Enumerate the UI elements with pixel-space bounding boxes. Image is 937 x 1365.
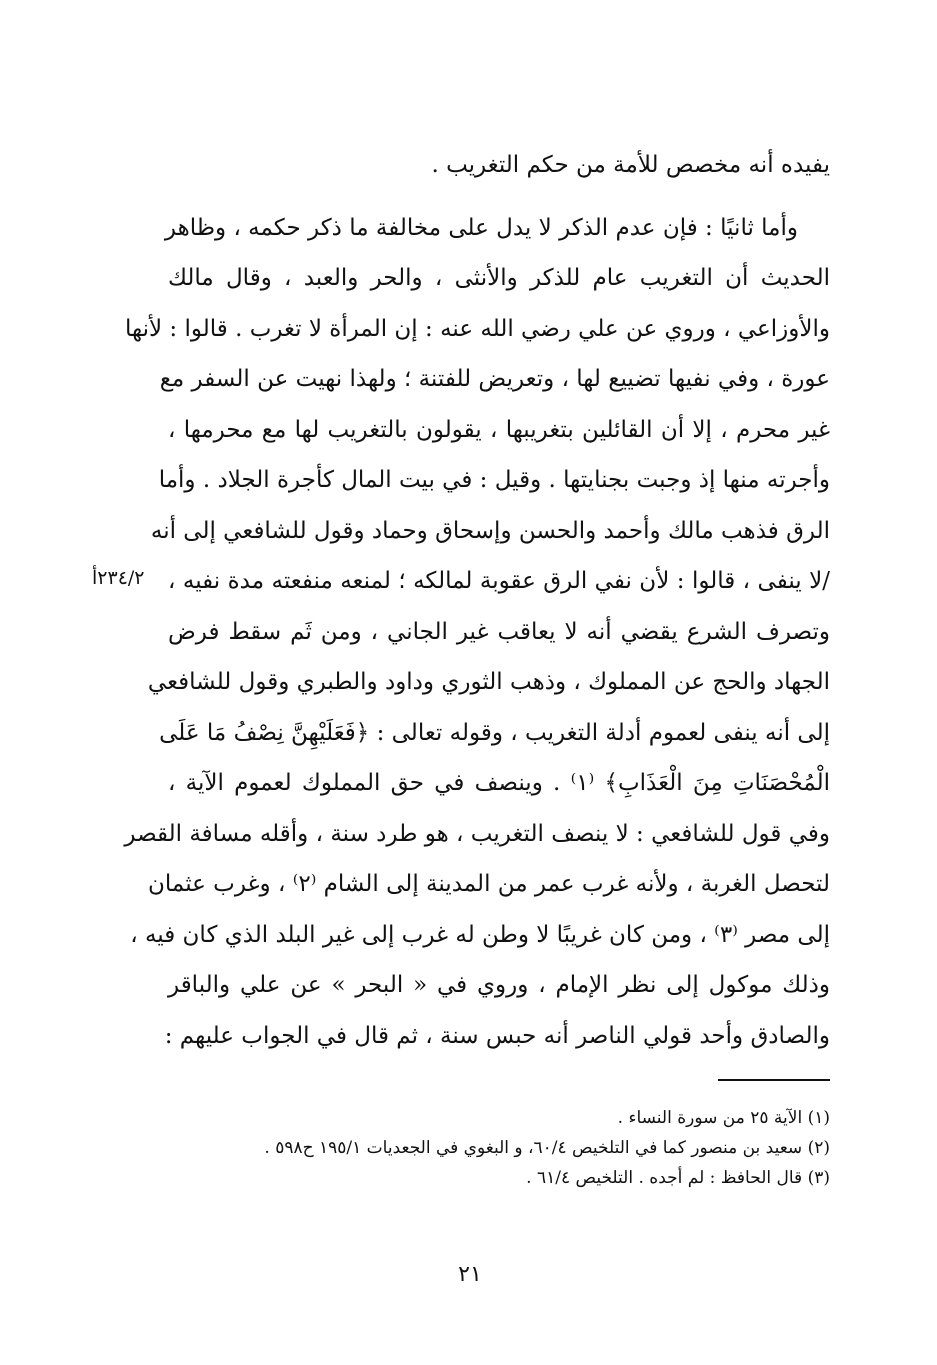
text-line: وذلك موكول إلى نظر الإمام ، وروي في « البحر » عن علي والباقر	[168, 972, 830, 998]
text-line: وأما ثانيًا : فإن عدم الذكر لا يدل على مخالفة ما ذكر حكمه ، وظاهر	[164, 214, 798, 241]
footnote-3: (٣) قال الحافظ : لم أجده . التلخيص ٦١/٤ .	[526, 1168, 830, 1188]
text-line: الْمُحْصَنَاتِ مِنَ الْعَذَابِ﴾ ⁽١⁾ . وينصف في حق المملوك لعموم الآية ،	[168, 770, 830, 796]
text-line: الجهاد والحج عن المملوك ، وذهب الثوري وداود والطبري وقول للشافعي	[147, 669, 830, 695]
text-line: عورة ، وفي نفيها تضييع لها ، وتعريض للفتنة ؛ ولهذا نهيت عن السفر مع	[159, 366, 830, 392]
footnote-divider	[718, 1079, 830, 1081]
text-line: والصادق وأحد قولي الناصر أنه حبس سنة ، ثم قال في الجواب عليهم :	[164, 1022, 830, 1049]
text-line: إلى أنه ينفى لعموم أدلة التغريب ، وقوله تعالى : ﴿فَعَلَيْهِنَّ نِصْفُ مَا عَلَى	[159, 719, 830, 746]
footnote-1: (١) الآية ٢٥ من سورة النساء .	[617, 1108, 830, 1128]
text-line: وأجرته منها إذ وجبت بجنايتها . وقيل : في بيت المال كأجرة الجلاد . وأما	[158, 467, 830, 493]
text-line: غير محرم ، إلا أن القائلين بتغريبها ، يقولون بالتغريب لها مع محرمها ،	[168, 416, 830, 443]
text-line: يفيده أنه مخصص للأمة من حكم التغريب .	[431, 152, 830, 178]
main-text	[124, 140, 830, 1061]
text-line: والأوزاعي ، وروي عن علي رضي الله عنه : إن المرأة لا تغرب . قالوا : لأنها	[124, 315, 830, 342]
footnotes	[200, 1103, 830, 1193]
text-line: /لا ينفى ، قالوا : لأن نفي الرق عقوبة لمالكه ؛ لمنعه منفعته مدة نفيه ،	[168, 568, 830, 594]
manuscript-folio-reference: ٢٣٤/٢أ	[92, 567, 145, 589]
text-line: إلى مصر ⁽٣⁾ ، ومن كان غريبًا لا وطن له غرب إلى غير البلد الذي كان فيه ،	[130, 921, 830, 948]
page-number: ٢١	[458, 1262, 482, 1287]
text-line: الحديث أن التغريب عام للذكر والأنثى ، والحر والعبد ، وقال مالك	[168, 265, 830, 291]
text-line: الرق فذهب مالك وأحمد والحسن وإسحاق وحماد وقول للشافعي إلى أنه	[150, 517, 830, 544]
main-paragraph	[124, 203, 830, 1062]
text-line: لتحصل الغربة ، ولأنه غرب عمر من المدينة إلى الشام ⁽٢⁾ ، وغرب عثمان	[148, 871, 830, 897]
lead-paragraph	[168, 140, 830, 191]
footnote-2: (٢) سعيد بن منصور كما في التلخيص ٦٠/٤، و البغوي في الجعديات ١٩٥/١ ح٥٩٨ .	[264, 1138, 830, 1158]
text-line: وفي قول للشافعي : لا ينصف التغريب ، هو طرد سنة ، وأقله مسافة القصر	[124, 820, 830, 847]
text-line: وتصرف الشرع يقضي أنه لا يعاقب غير الجاني ، ومن ثَم سقط فرض	[168, 618, 830, 645]
